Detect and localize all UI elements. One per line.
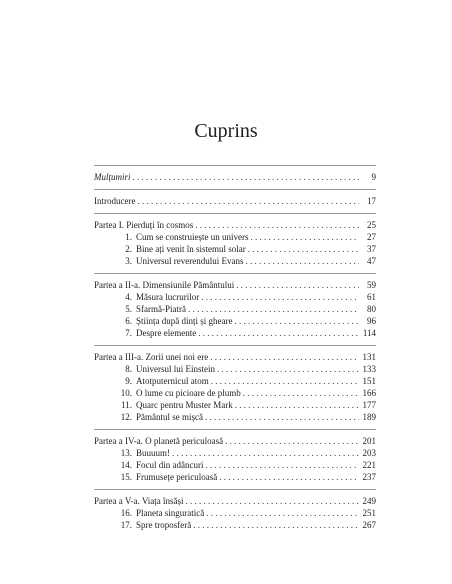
chapter-number: 15. [120,472,132,482]
entry-page: 47 [367,256,376,266]
dot-leader [172,447,359,459]
entry-page: 249 [362,496,376,506]
entry-page: 237 [362,472,376,482]
part-label: Partea a II-a. Dimensiunile Pământului [94,280,235,290]
toc-chapter-entry[interactable] [94,327,376,339]
toc-entry[interactable] [94,171,376,183]
entry-page: 80 [367,304,376,314]
chapter-number: 10. [120,388,132,398]
entry-page: 203 [362,448,376,458]
chapter-number: 7. [125,328,132,338]
dot-leader [211,375,359,387]
chapter-number: 9. [125,376,132,386]
dot-leader [245,255,359,267]
page-title: Cuprins [194,120,258,142]
toc-chapter-entry[interactable] [94,291,376,303]
chapter-label: Bine ați venit în sistemul solar [136,244,246,254]
dot-leader [250,231,359,243]
toc-chapter-entry[interactable] [94,375,376,387]
entry-page: 251 [362,508,376,518]
dot-leader [225,435,359,447]
dot-leader [198,327,359,339]
chapter-label: Spre troposferă [136,520,192,530]
chapter-label: Focul din adâncuri [136,460,204,470]
part-label: Partea a V-a. Viața însăși [94,496,184,506]
dot-leader [195,219,359,231]
toc-chapter-entry[interactable] [94,303,376,315]
entry-page: 37 [367,244,376,254]
entry-label: Mulțumiri [94,172,131,182]
chapter-label: Măsura lucrurilor [136,292,200,302]
dot-leader [205,411,359,423]
entry-page: 96 [367,316,376,326]
toc-chapter-entry[interactable] [94,411,376,423]
chapter-number: 4. [125,292,132,302]
toc-chapter-entry[interactable] [94,387,376,399]
entry-page: 177 [362,400,376,410]
chapter-label: Cum se construiește un univers [136,232,249,242]
chapter-label: Despre elemente [136,328,197,338]
dot-leader [186,495,359,507]
chapter-label: Sfarmă-Piatră [136,304,186,314]
chapter-label: Buuuum! [136,448,171,458]
toc-chapter-entry[interactable] [94,399,376,411]
entry-page: 27 [367,232,376,242]
dot-leader [217,363,359,375]
chapter-number: 16. [120,508,132,518]
entry-page: 114 [362,328,376,338]
chapter-label: Atotputernicul atom [136,376,209,386]
dot-leader [235,399,359,411]
toc-chapter-entry[interactable] [94,243,376,255]
chapter-number: 13. [120,448,132,458]
dot-leader [205,459,359,471]
dot-leader [234,315,359,327]
chapter-number: 5. [125,304,132,314]
dot-leader [188,303,359,315]
toc-entry[interactable] [94,195,376,207]
chapter-number: 14. [120,460,132,470]
dot-leader [137,195,359,207]
toc-part-entry[interactable] [94,495,376,507]
part-label: Partea a III-a. Zorii unei noi ere [94,352,209,362]
toc-part-entry[interactable] [94,279,376,291]
toc-chapter-entry[interactable] [94,315,376,327]
entry-page: 25 [367,220,376,230]
chapter-label: Universul reverendului Evans [136,256,244,266]
chapter-label: Universul lui Einstein [136,364,215,374]
toc-chapter-entry[interactable] [94,447,376,459]
toc-chapter-entry[interactable] [94,231,376,243]
entry-page: 151 [362,376,376,386]
toc-chapter-entry[interactable] [94,519,376,531]
toc-chapter-entry[interactable] [94,507,376,519]
dot-leader [133,171,359,183]
entry-page: 17 [367,196,376,206]
dot-leader [206,507,359,519]
toc-part-entry[interactable] [94,351,376,363]
entry-page: 267 [362,520,376,530]
chapter-label: Planeta singuratică [136,508,205,518]
chapter-number: 1. [125,232,132,242]
chapter-number: 11. [121,400,132,410]
chapter-label: O lume cu picioare de plumb [136,388,241,398]
entry-page: 9 [371,172,376,182]
entry-label: Introducere [94,196,136,206]
chapter-number: 6. [125,316,132,326]
entry-page: 133 [362,364,376,374]
entry-page: 59 [367,280,376,290]
table-of-contents [94,165,376,531]
chapter-number: 2. [125,244,132,254]
dot-leader [201,291,359,303]
part-label: Partea I. Pierduți în cosmos [94,220,194,230]
entry-page: 189 [362,412,376,422]
dot-leader [193,519,359,531]
chapter-label: Pământul se mișcă [136,412,203,422]
toc-part-entry[interactable] [94,219,376,231]
dot-leader [243,387,359,399]
part-label: Partea a IV-a. O planetă periculoasă [94,436,224,446]
dot-leader [219,471,359,483]
chapter-number: 3. [125,256,132,266]
chapter-number: 8. [125,364,132,374]
dot-leader [248,243,359,255]
toc-part-entry[interactable] [94,435,376,447]
chapter-number: 12. [120,412,132,422]
entry-page: 61 [367,292,376,302]
toc-chapter-entry[interactable] [94,363,376,375]
entry-page: 221 [362,460,376,470]
toc-chapter-entry[interactable] [94,459,376,471]
chapter-label: Frumusețe periculoasă [136,472,218,482]
entry-page: 166 [362,388,376,398]
toc-chapter-entry[interactable] [94,255,376,267]
toc-chapter-entry[interactable] [94,471,376,483]
entry-page: 131 [362,352,376,362]
chapter-label: Știința după dinți și gheare [136,316,233,326]
dot-leader [210,351,359,363]
chapter-number: 17. [120,520,132,530]
dot-leader [236,279,359,291]
chapter-label: Quarc pentru Muster Mark [136,400,233,410]
entry-page: 201 [362,436,376,446]
